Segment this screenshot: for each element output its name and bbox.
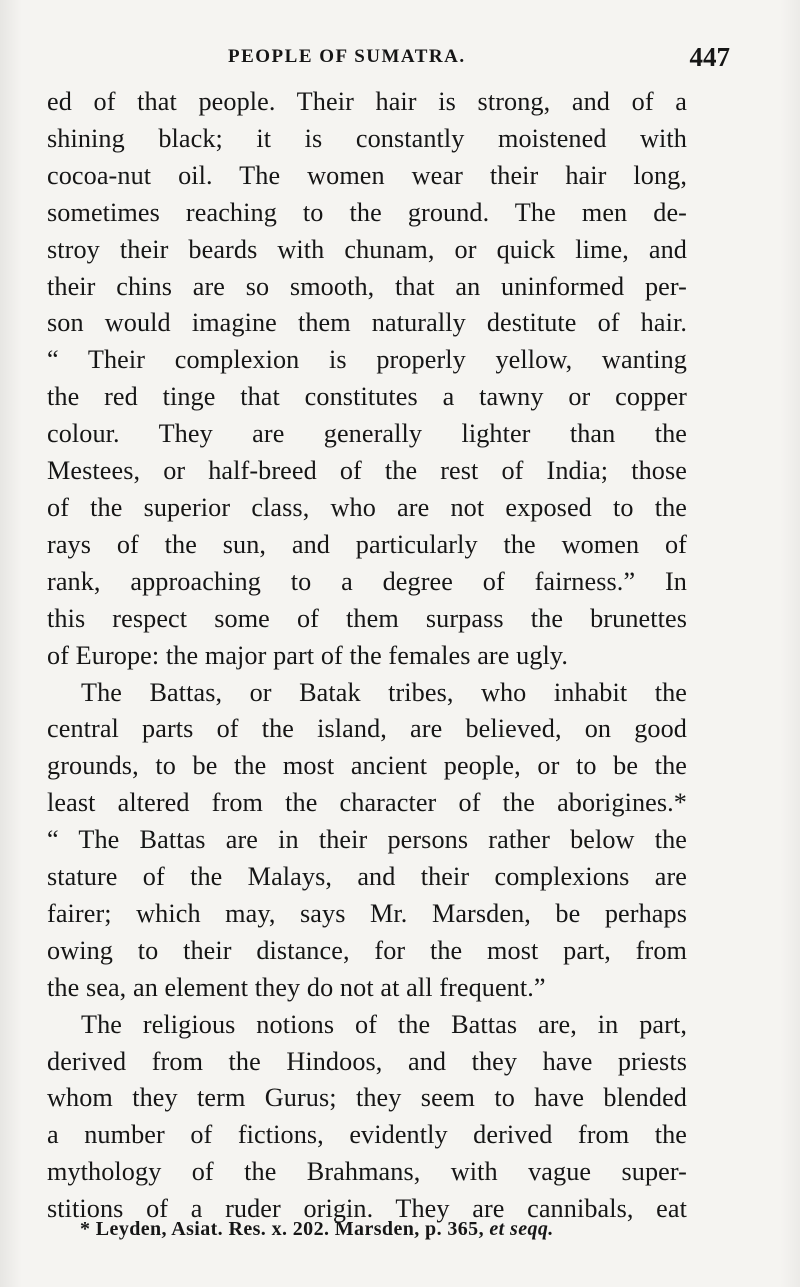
text-line: colour. They are generally lighter than the xyxy=(47,419,687,449)
text-line: son would imagine them naturally destitute of hair. xyxy=(47,308,687,338)
text-line: fairer; which may, says Mr. Marsden, be perhaps xyxy=(47,898,687,928)
text-line: grounds, to be the most ancient people, or to be the xyxy=(47,751,687,781)
text-line: their chins are so smooth, that an uninformed per- xyxy=(47,271,687,301)
running-head: PEOPLE OF SUMATRA. xyxy=(228,46,466,67)
footnote xyxy=(80,1218,700,1241)
text-line: stature of the Malays, and their complexions are xyxy=(47,862,687,892)
text-line: rank, approaching to a degree of fairness.” In xyxy=(47,566,687,596)
footnote-source: * Leyden, Asiat. Res. x. 202. Marsden, p. 365, xyxy=(80,1218,484,1240)
text-line: “ The Battas are in their persons rather below the xyxy=(47,825,687,855)
text-line: owing to their distance, for the most part, from xyxy=(47,935,687,965)
body-text xyxy=(47,84,687,1228)
text-line: a number of fictions, evidently derived from the xyxy=(47,1120,687,1150)
text-line: rays of the sun, and particularly the women of xyxy=(47,529,687,559)
footnote-et-seqq: et seqq. xyxy=(489,1218,554,1240)
text-line: of Europe: the major part of the females are ugly. xyxy=(47,640,569,670)
text-line: the sea, an element they do not at all frequent.” xyxy=(47,972,546,1002)
text-line: stitions of a ruder origin. They are cannibals, eat xyxy=(47,1194,687,1224)
text-line: least altered from the character of the aborigines.* xyxy=(47,788,687,818)
text-line: stroy their beards with chunam, or quick lime, and xyxy=(47,234,687,264)
page-header xyxy=(48,36,754,78)
text-line: The Battas, or Batak tribes, who inhabit the xyxy=(81,677,687,707)
text-line: “ Their complexion is properly yellow, wanting xyxy=(47,345,687,375)
text-line: shining black; it is constantly moistened with xyxy=(47,123,687,153)
text-line: mythology of the Brahmans, with vague super- xyxy=(47,1157,687,1187)
text-line: sometimes reaching to the ground. The men de- xyxy=(47,197,687,227)
text-line: Mestees, or half-breed of the rest of India; those xyxy=(47,456,687,486)
text-line: The religious notions of the Battas are, in part, xyxy=(81,1009,687,1039)
text-line: of the superior class, who are not exposed to the xyxy=(47,492,687,522)
text-line: ed of that people. Their hair is strong, and of a xyxy=(47,87,687,116)
text-line: cocoa-nut oil. The women wear their hair long, xyxy=(47,160,687,190)
text-line: the red tinge that constitutes a tawny or copper xyxy=(47,382,687,412)
text-line: whom they term Gurus; they seem to have blended xyxy=(47,1083,687,1113)
text-line: central parts of the island, are believed, on good xyxy=(47,714,687,744)
text-line: derived from the Hindoos, and they have priests xyxy=(47,1046,687,1076)
text-line: this respect some of them surpass the brunettes xyxy=(47,603,687,633)
page-number: 447 xyxy=(689,42,730,72)
